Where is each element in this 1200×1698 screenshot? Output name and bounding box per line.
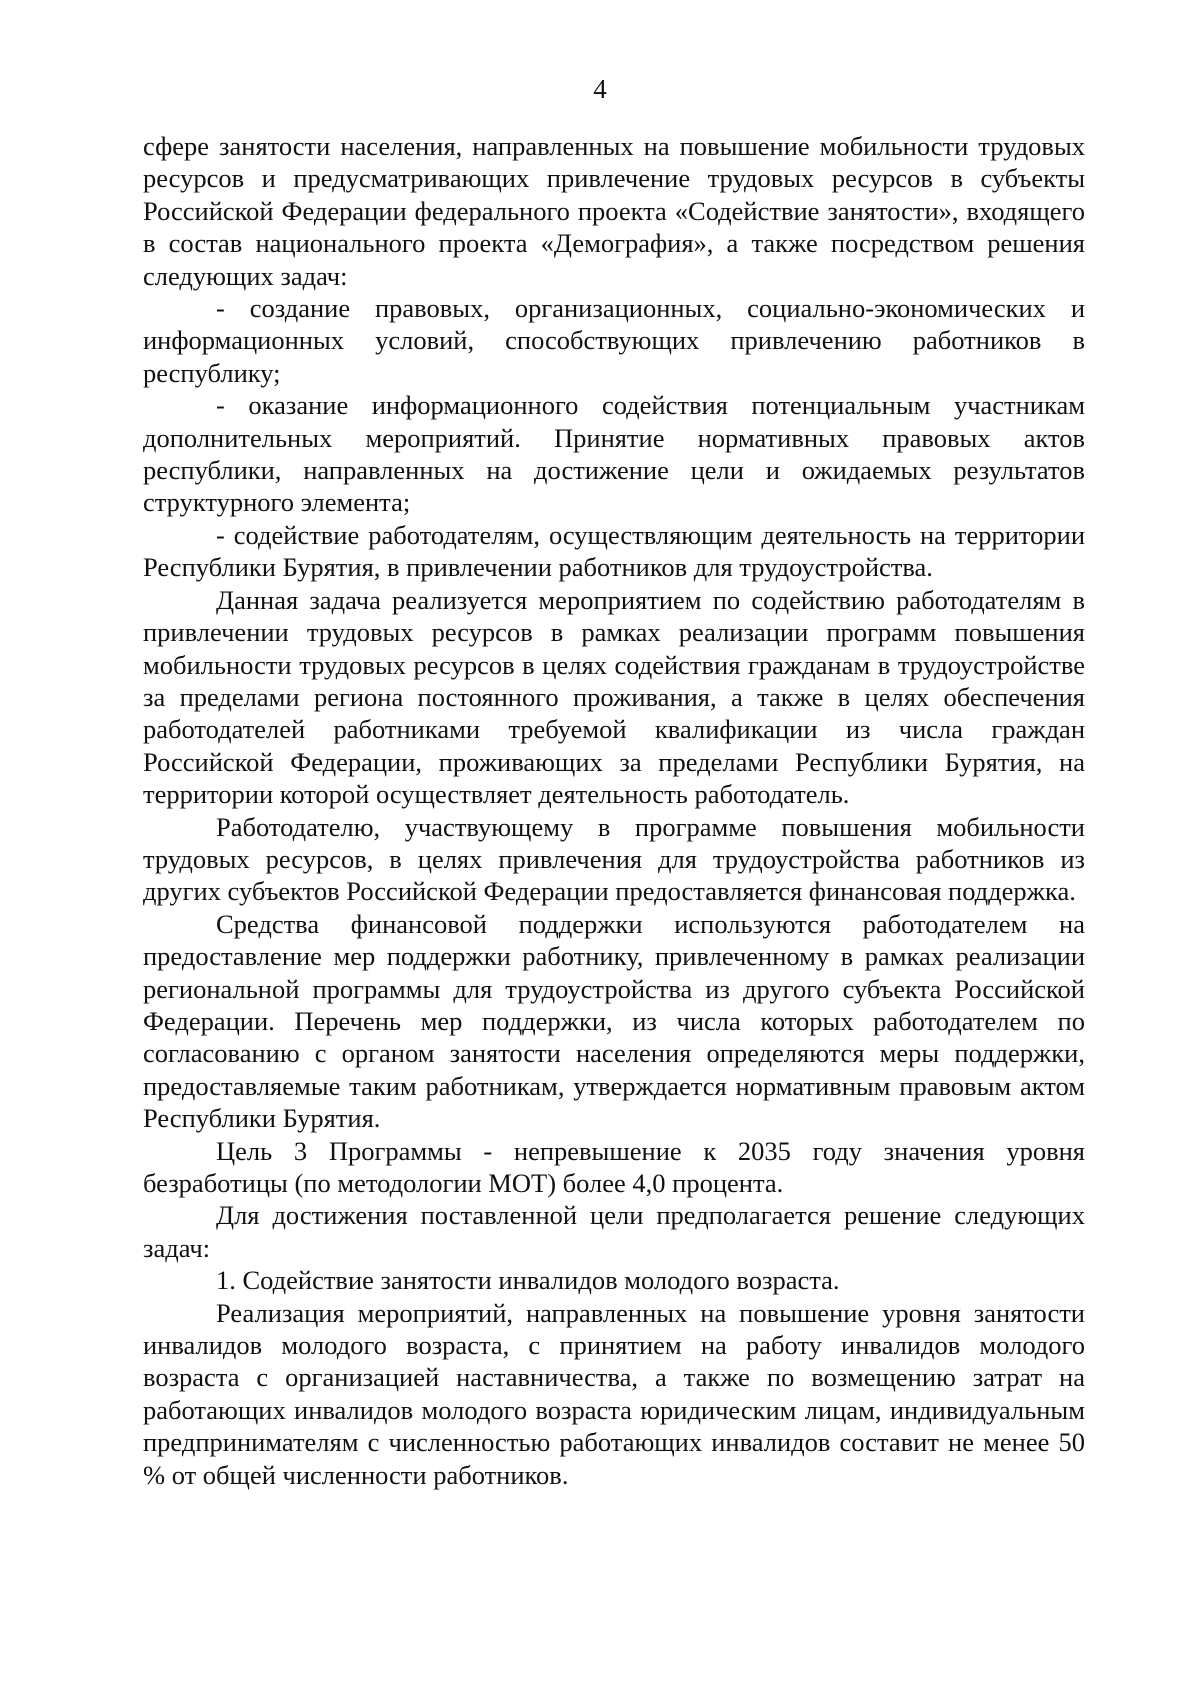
paragraph: Для достижения поставленной цели предполагается решение следующих задач: xyxy=(143,1200,1085,1263)
paragraph: - оказание информационного содействия потенциальным участникам дополнительных мероприятий. Принятие нормативных правовых актов республики, направленных на достижение цели и ожидаемых результатов структурного элемента; xyxy=(143,390,1085,518)
paragraph: Средства финансовой поддержки используются работодателем на предоставление мер поддержки работнику, привлеченному в рамках реализации региональной программы для трудоустройства из другого субъекта Российской Федерации. Перечень мер поддержки, из числа которых работодателем по согласованию с органом занятости населения определяются меры поддержки, предоставляемые таким работникам, утверждается нормативным правовым актом Республики Бурятия. xyxy=(143,908,1085,1134)
paragraph: Данная задача реализуется мероприятием по содействию работодателям в привлечении трудовых ресурсов в рамках реализации программ повышения мобильности трудовых ресурсов в целях содействия гражданам в трудоустройстве за пределами региона постоянного проживания, а также в целях обеспечения работодателей работниками требуемой квалификации из числа граждан Российской Федерации, проживающих за пределами Республики Бурятия, на территории которой осуществляет деятельность работодатель. xyxy=(143,584,1085,810)
paragraph: Работодателю, участвующему в программе повышения мобильности трудовых ресурсов, в целях привлечения для трудоустройства работников из других субъектов Российской Федерации предоставляется финансовая поддержка. xyxy=(143,811,1085,907)
page-number: 4 xyxy=(593,74,607,104)
paragraph: - создание правовых, организационных, социально-экономических и информационных условий, способствующих привлечению работников в республику; xyxy=(143,293,1085,388)
paragraph: - содействие работодателям, осуществляющим деятельность на территории Республики Бурятия, в привлечении работников для трудоустройства. xyxy=(143,519,1085,583)
paragraph: сфере занятости населения, направленных на повышение мобильности трудовых ресурсов и предусматривающих привлечение трудовых ресурсов в субъекты Российской Федерации федерального проекта «Содействие занятости», входящего в состав национального проекта «Демография», а также посредством решения следующих задач: xyxy=(143,131,1085,291)
paragraph: Цель 3 Программы - непревышение к 2035 году значения уровня безработицы (по методологии МОТ) более 4,0 процента. xyxy=(143,1135,1085,1198)
paragraph: Реализация мероприятий, направленных на повышение уровня занятости инвалидов молодого возраста, с принятием на работу инвалидов молодого возраста с организацией наставничества, а также по возмещению затрат на работающих инвалидов молодого возраста юридическим лицам, индивидуальным предпринимателям с численностью работающих инвалидов составит не менее 50 % от общей численности работников. xyxy=(143,1297,1085,1490)
document-body xyxy=(143,130,1085,1491)
paragraph: 1. Содействие занятости инвалидов молодого возраста. xyxy=(216,1265,840,1296)
